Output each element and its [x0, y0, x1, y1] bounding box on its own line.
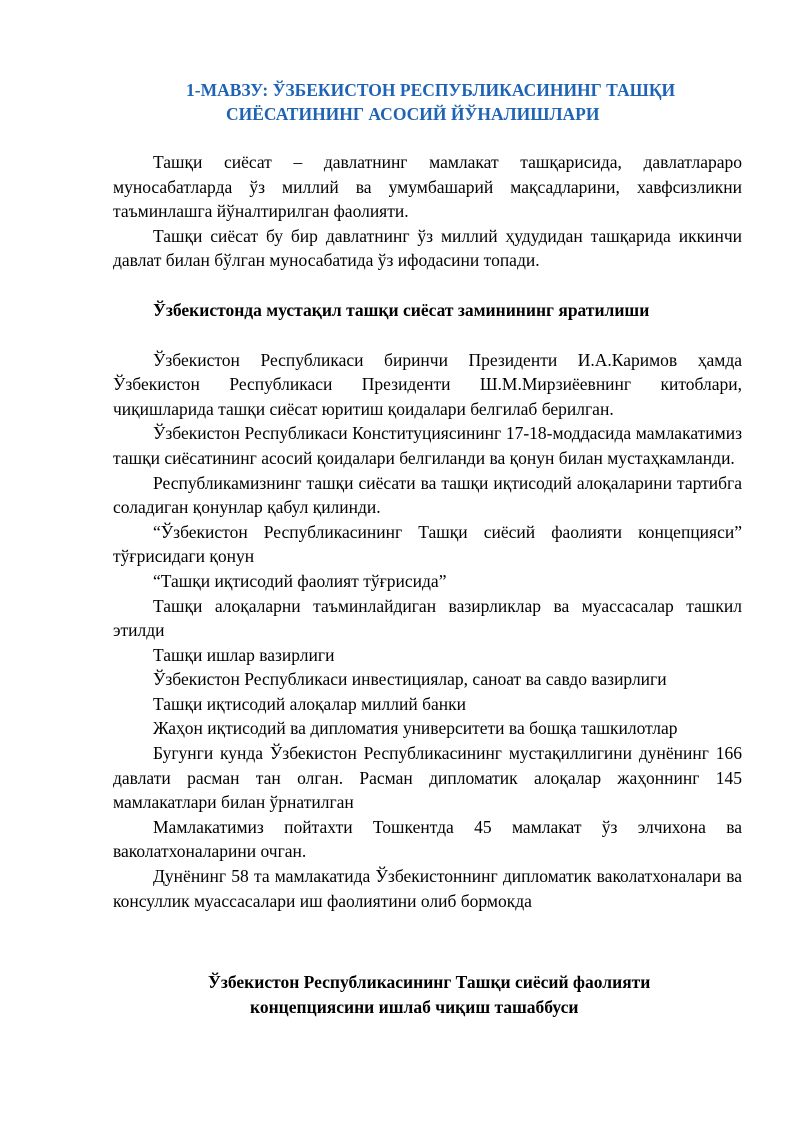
section-paragraph-12: Мамлакатимиз пойтахти Тошкентда 45 мамлакат ўз элчихона ва ваколатхоналарини очган. — [113, 816, 742, 862]
final-heading-line-2: концепциясини ишлаб чиқиш ташаббуси — [250, 997, 579, 1017]
intro-paragraph-2: Ташқи сиёсат бу бир давлатнинг ўз миллий ҳудудидан ташқарида иккинчи давлат билан бўлган муносабатида ўз ифодасини топади. — [113, 225, 742, 271]
page-title — [0, 78, 800, 126]
section-paragraph-5: “Ташқи иқтисодий фаолият тўғрисида” — [153, 570, 447, 591]
section-heading-concept-initiative — [0, 970, 800, 1020]
document-body — [113, 150, 742, 913]
section-paragraph-3: Республикамизнинг ташқи сиёсати ва ташқи иқтисодий алоқаларини тартибга соладиган қонунлар қабул қилинди. — [113, 472, 742, 518]
section-paragraph-6: Ташқи алоқаларни таъминлайдиган вазирликлар ва муассасалар ташкил этилди — [113, 595, 742, 641]
section-paragraph-9: Ташқи иқтисодий алоқалар миллий банки — [153, 693, 467, 714]
section-paragraph-10: Жаҳон иқтисодий ва дипломатия университети ва бошқа ташкилотлар — [153, 718, 678, 739]
section-paragraph-2: Ўзбекистон Республикаси Конституциясининг 17-18-моддасида мамлакатимиз ташқи сиёсатининг асосий қоидалари белгиланди ва қонун билан мустаҳкамланди. — [113, 423, 742, 468]
section-paragraph-4: “Ўзбекистон Республикасининг Ташқи сиёсий фаолияти концепцияси” тўғрисидаги қонун — [113, 521, 742, 567]
section-paragraph-7: Ташқи ишлар вазирлиги — [153, 644, 335, 665]
section-heading-independent-foreign-policy: Ўзбекистонда мустақил ташқи сиёсат заминининг яратилиши — [153, 299, 650, 320]
final-heading-line-1: Ўзбекистон Республикасининг Ташқи сиёсий фаолияти — [208, 972, 651, 992]
title-line-1: 1-МАВЗУ: ЎЗБЕКИСТОН РЕСПУБЛИКАСИНИНГ ТАШҚИ — [186, 80, 676, 100]
section-paragraph-11: Бугунги кунда Ўзбекистон Республикасининг мустақиллигини дунёнинг 166 давлати расман тан олган. Расман дипломатик алоқалар жаҳоннинг 145 мамлакатлари билан ўрнатилган — [113, 743, 742, 813]
title-line-2: СИЁСАТИНИНГ АСОСИЙ ЙЎНАЛИШЛАРИ — [226, 104, 600, 124]
section-paragraph-8: Ўзбекистон Республикаси инвестициялар, саноат ва савдо вазирлиги — [153, 669, 667, 690]
section-paragraph-1: Ўзбекистон Республикаси биринчи Президенти И.А.Каримов ҳамда Ўзбекистон Республикаси Президенти Ш.М.Мирзиёевнинг китоблари, чиқишларида ташқи сиёсат юритиш қоидалари белгилаб берилган. — [113, 349, 742, 419]
intro-paragraph-1: Ташқи сиёсат – давлатнинг мамлакат ташқарисида, давлатлараро муносабатларда ўз миллий ва умумбашарий мақсадларини, хавфсизликни таъминлашга йўналтирилган фаолияти. — [113, 152, 742, 222]
section-paragraph-13: Дунёнинг 58 та мамлакатида Ўзбекистоннинг дипломатик ваколатхоналари ва консуллик муассасалари иш фаолиятини олиб бормокда — [113, 866, 742, 911]
